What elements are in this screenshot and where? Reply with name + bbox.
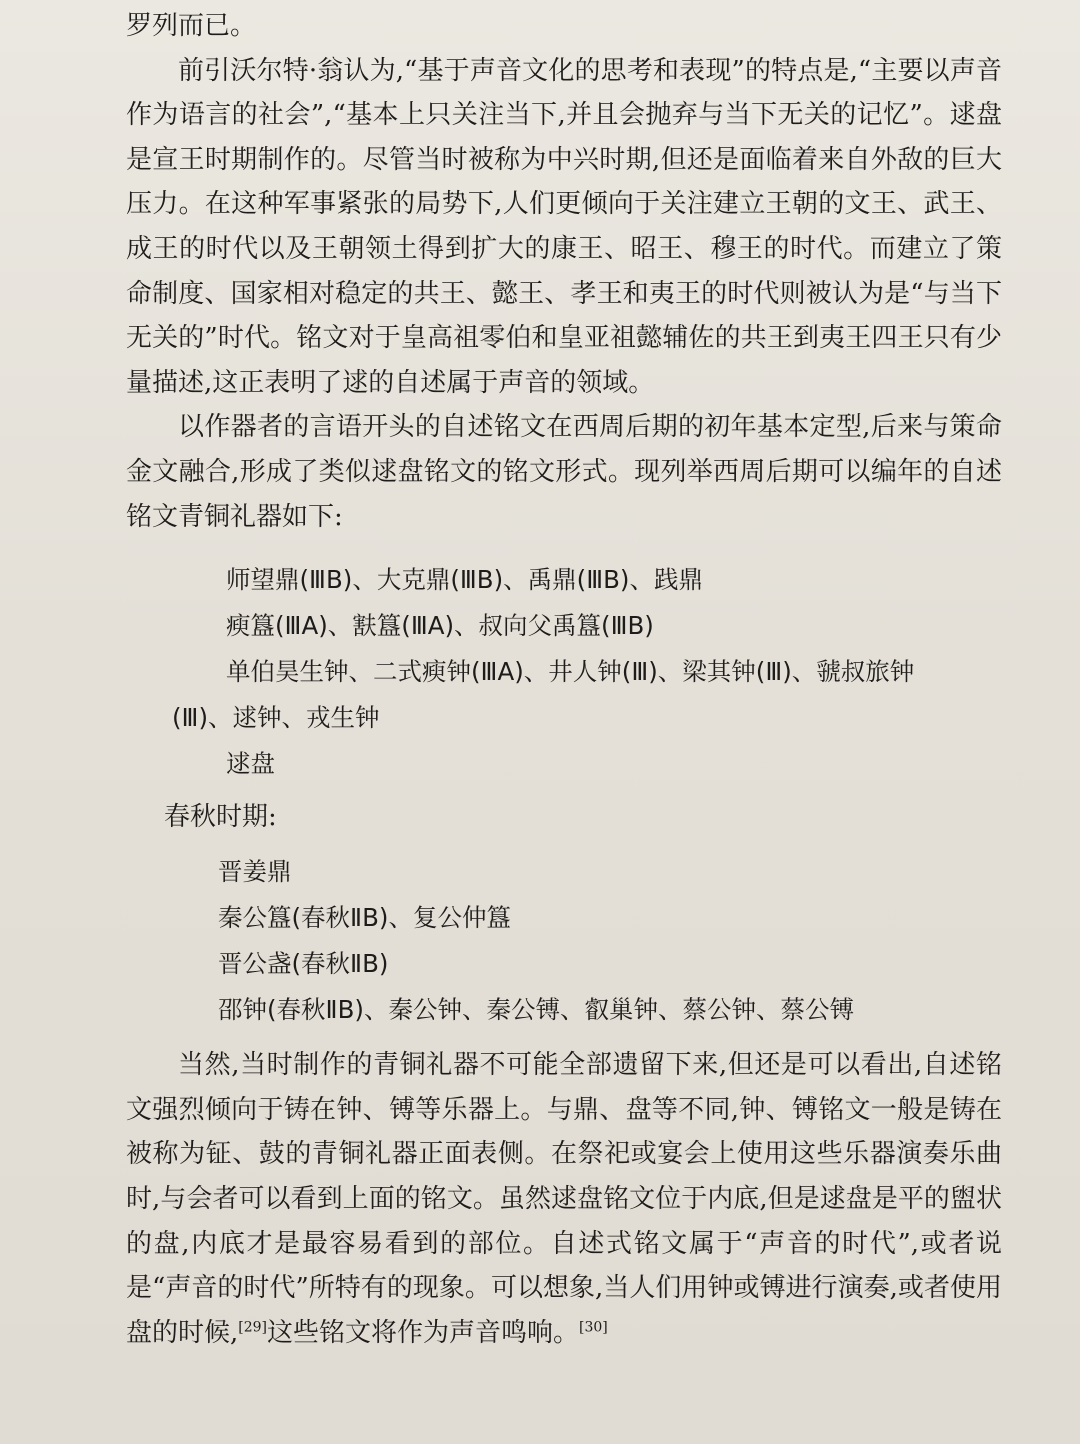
list-line-3-cont: (Ⅲ)、逑钟、戎生钟: [172, 703, 380, 733]
spring-autumn-label: 春秋时期:: [164, 802, 277, 833]
list-line-3: 单伯昊生钟、二式瘐钟(ⅢA)、井人钟(Ⅲ)、梁其钟(Ⅲ)、虢叔旅钟: [226, 657, 915, 687]
paragraph-3: [126, 1043, 1002, 1355]
spring-line-4: 邵钟(春秋ⅡB)、秦公钟、秦公镈、叡巢钟、蔡公钟、蔡公镈: [218, 995, 854, 1025]
footnote-ref-29[interactable]: [29]: [238, 1319, 268, 1336]
footnote-ref-30[interactable]: [30]: [579, 1319, 608, 1336]
western-zhou-list: [126, 557, 1002, 787]
paragraph-2: 以作器者的言语开头的自述铭文在西周后期的初年基本定型,后来与策命金文融合,形成了类似逑盘铭文的铭文形式。现列举西周后期可以编年的自述铭文青铜礼器如下:: [126, 412, 1003, 532]
book-page: [0, 4, 1080, 1444]
spring-line-3: 晋公盏(春秋ⅡB): [218, 949, 389, 979]
paragraph-1: 前引沃尔特·翁认为,“基于声音文化的思考和表现”的特点是,“主要以声音作为语言的社会”,“基本上只关注当下,并且会抛弃与当下无关的记忆”。逑盘是宣王时期制作的。尽管当时被称为中兴时期,但还是面临着来自外敌的巨大压力。在这种军事紧张的局势下,人们更倾向于关注建立王朝的文王、武王、成王的时代以及王朝领土得到扩大的康王、昭王、穆王的时代。而建立了策命制度、国家相对稳定的共王、懿王、孝王和夷王的时代则被认为是“与当下无关的”时代。铭文对于皇高祖零伯和皇亚祖懿辅佐的共王到夷王四王只有少量描述,这正表明了逑的自述属于声音的领域。: [126, 55, 1002, 398]
list-line-4: 逑盘: [226, 749, 275, 779]
paragraph-0: 罗列而已。: [126, 11, 257, 41]
paragraph-3-tail: 这些铭文将作为声音鸣响。: [267, 1317, 580, 1348]
paragraph-3-text: 当然,当时制作的青铜礼器不可能全部遗留下来,但还是可以看出,自述铭文强烈倾向于铸在钟、镈等乐器上。与鼎、盘等不同,钟、镈铭文一般是铸在被称为钲、鼓的青铜礼器正面表侧。在祭祀或宴会上使用这些乐器演奏乐曲时,与会者可以看到上面的铭文。虽然逑盘铭文位于内底,但是逑盘是平的盥状的盘,内底才是最容易看到的部位。自述式铭文属于“声音的时代”,或者说是“声音的时代”所特有的现象。可以想象,当人们用钟或镈进行演奏,或者使用盘的时候,: [126, 1050, 1002, 1348]
spring-line-1: 晋姜鼎: [218, 857, 292, 887]
spring-autumn-list: [126, 849, 1002, 1033]
spring-line-2: 秦公簋(春秋ⅡB)、复公仲簋: [218, 903, 511, 933]
list-line-1: 师望鼎(ⅢB)、大克鼎(ⅢB)、禹鼎(ⅢB)、践鼎: [226, 565, 703, 595]
list-line-2: 瘐簋(ⅢA)、㝬簋(ⅢA)、叔向父禹簋(ⅢB): [226, 611, 654, 641]
